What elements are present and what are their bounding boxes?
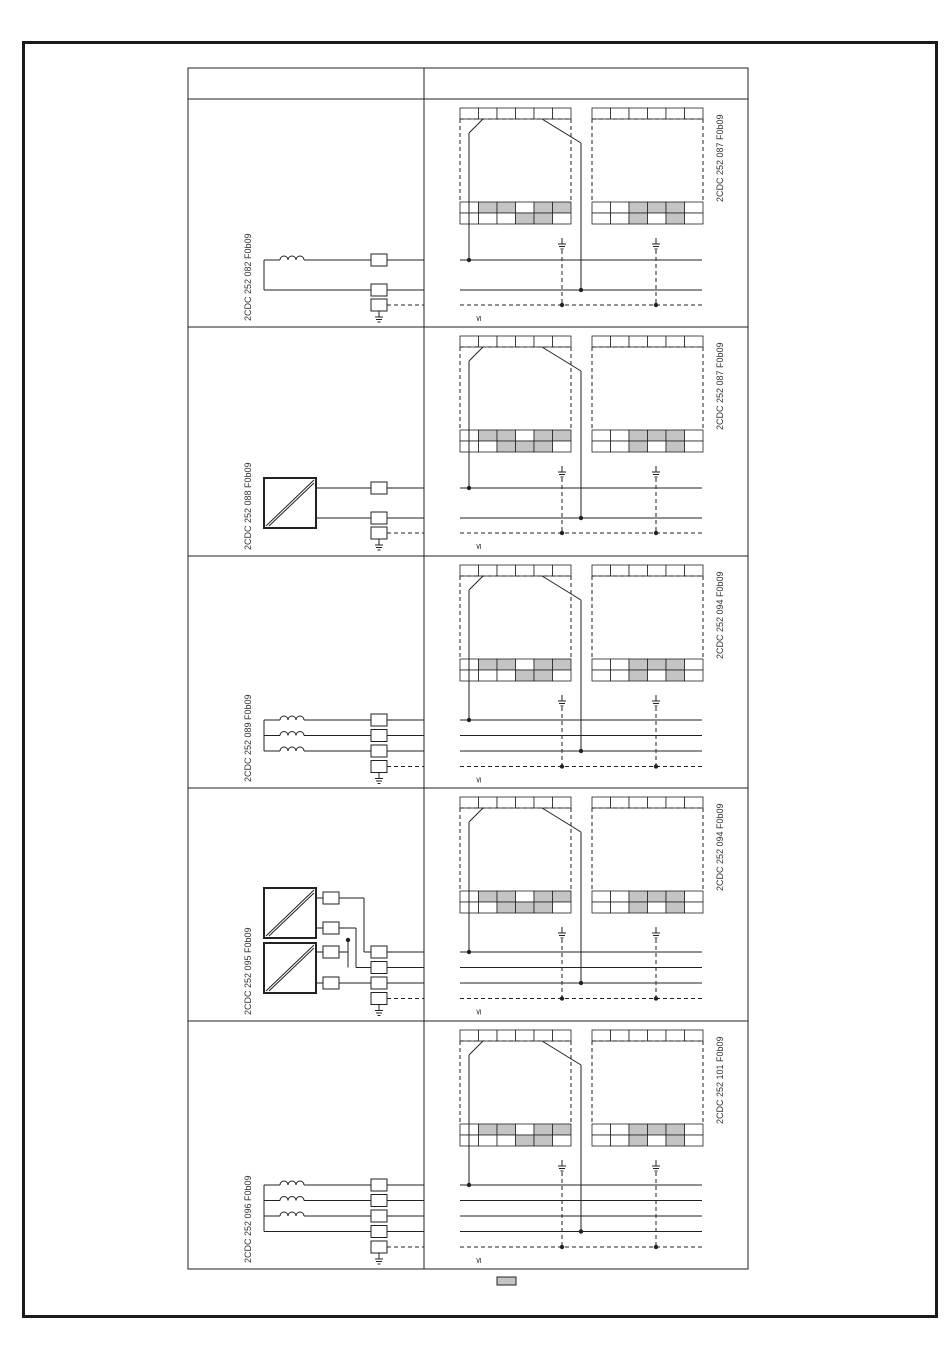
terminal-cell-top	[611, 797, 630, 808]
terminal-cell-top	[648, 1030, 667, 1041]
terminal-cell-top	[592, 797, 611, 808]
junction-dot	[346, 938, 350, 942]
legend-swatch	[497, 1277, 516, 1285]
terminal-cell-bottom	[685, 441, 704, 452]
terminal-cell-bottom	[685, 1135, 704, 1146]
terminal-cell-top	[611, 565, 630, 576]
terminal-cell-bottom	[666, 891, 685, 902]
figure-code-left: 2CDC 252 088 F0b09	[243, 462, 253, 550]
junction-dot	[654, 303, 658, 307]
terminal-cell-bottom	[666, 430, 685, 441]
junction-dot	[560, 996, 564, 1000]
terminal-cell-top	[460, 336, 479, 347]
terminal-cell-bottom	[516, 202, 535, 213]
signal-converter-icon	[264, 888, 316, 938]
terminal-cell-bottom	[685, 430, 704, 441]
terminal-cell-bottom	[516, 213, 535, 224]
terminal-cell-bottom	[629, 202, 648, 213]
terminal-block	[371, 1210, 387, 1222]
terminal-cell-bottom	[534, 891, 553, 902]
terminal-block	[371, 1241, 387, 1253]
junction-dot	[579, 981, 583, 985]
terminal-cell-bottom	[553, 430, 572, 441]
limit-symbol: ≤	[474, 776, 483, 784]
terminal-cell-bottom	[629, 1124, 648, 1135]
terminal-cell-top	[516, 797, 535, 808]
terminal-cell-bottom	[666, 202, 685, 213]
junction-dot	[467, 486, 471, 490]
converter-terminal	[323, 922, 339, 934]
terminal-cell-bottom	[534, 902, 553, 913]
terminal-cell-bottom	[553, 1135, 572, 1146]
junction-dot	[560, 764, 564, 768]
junction-dot	[560, 531, 564, 535]
terminal-cell-bottom	[629, 430, 648, 441]
terminal-cell-bottom	[592, 1124, 611, 1135]
terminal-cell-bottom	[685, 213, 704, 224]
terminal-cell-top	[685, 336, 704, 347]
terminal-cell-top	[629, 797, 648, 808]
terminal-cell-top	[479, 565, 498, 576]
terminal-cell-bottom	[666, 441, 685, 452]
limit-symbol: ≤	[474, 315, 483, 322]
terminal-cell-bottom	[685, 670, 704, 681]
terminal-cell-bottom	[629, 441, 648, 452]
terminal-cell-top	[592, 1030, 611, 1041]
terminal-cell-bottom	[516, 902, 535, 913]
terminal-cell-top	[629, 1030, 648, 1041]
figure-code-left: 2CDC 252 095 F0b09	[243, 927, 253, 1015]
terminal-cell-bottom	[516, 441, 535, 452]
terminal-cell-top	[516, 336, 535, 347]
terminal-cell-bottom	[553, 1124, 572, 1135]
junction-dot	[467, 950, 471, 954]
terminal-cell-bottom	[497, 659, 516, 670]
terminal-cell-top	[666, 1030, 685, 1041]
terminal-cell-bottom	[592, 902, 611, 913]
junction-dot	[654, 996, 658, 1000]
terminal-cell-bottom	[666, 1124, 685, 1135]
terminal-cell-bottom	[534, 213, 553, 224]
terminal-cell-bottom	[553, 213, 572, 224]
terminal-cell-bottom	[534, 659, 553, 670]
junction-dot	[654, 764, 658, 768]
terminal-cell-top	[460, 1030, 479, 1041]
terminal-block	[371, 761, 387, 773]
figure-code-right: 2CDC 252 094 F0b09	[715, 803, 725, 891]
figure-code-left: 2CDC 252 096 F0b09	[243, 1175, 253, 1263]
terminal-cell-bottom	[497, 1124, 516, 1135]
terminal-block	[371, 962, 387, 974]
terminal-cell-bottom	[516, 670, 535, 681]
terminal-cell-bottom	[648, 670, 667, 681]
terminal-cell-bottom	[479, 430, 498, 441]
terminal-cell-bottom	[648, 659, 667, 670]
terminal-cell-top	[516, 565, 535, 576]
terminal-cell-top	[553, 565, 572, 576]
terminal-cell-bottom	[611, 902, 630, 913]
terminal-cell-bottom	[611, 213, 630, 224]
terminal-cell-bottom	[666, 1135, 685, 1146]
converter-terminal	[323, 892, 339, 904]
terminal-cell-bottom	[685, 891, 704, 902]
terminal-cell-top	[685, 797, 704, 808]
terminal-cell-bottom	[629, 891, 648, 902]
terminal-cell-bottom	[648, 902, 667, 913]
terminal-cell-top	[479, 797, 498, 808]
terminal-cell-bottom	[497, 670, 516, 681]
terminal-block	[371, 977, 387, 989]
terminal-cell-top	[497, 797, 516, 808]
terminal-cell-bottom	[629, 902, 648, 913]
junction-dot	[467, 1183, 471, 1187]
terminal-cell-bottom	[666, 902, 685, 913]
terminal-cell-top	[629, 565, 648, 576]
terminal-cell-bottom	[666, 659, 685, 670]
terminal-cell-top	[666, 108, 685, 119]
terminal-cell-bottom	[592, 1135, 611, 1146]
terminal-cell-bottom	[479, 670, 498, 681]
terminal-cell-bottom	[648, 430, 667, 441]
converter-terminal	[323, 977, 339, 989]
terminal-cell-bottom	[479, 1135, 498, 1146]
terminal-cell-bottom	[685, 1124, 704, 1135]
terminal-cell-bottom	[516, 659, 535, 670]
terminal-cell-top	[685, 108, 704, 119]
junction-dot	[560, 303, 564, 307]
terminal-cell-top	[460, 108, 479, 119]
figure-code-right: 2CDC 252 087 F0b09	[715, 114, 725, 202]
terminal-cell-top	[648, 108, 667, 119]
figure-code-right: 2CDC 252 101 F0b09	[715, 1036, 725, 1124]
terminal-block	[371, 1195, 387, 1207]
terminal-cell-bottom	[648, 441, 667, 452]
terminal-cell-bottom	[479, 441, 498, 452]
signal-converter-icon	[264, 943, 316, 993]
terminal-cell-top	[648, 797, 667, 808]
terminal-cell-top	[666, 336, 685, 347]
junction-dot	[579, 288, 583, 292]
terminal-cell-top	[611, 1030, 630, 1041]
terminal-cell-bottom	[685, 902, 704, 913]
limit-symbol: ≤	[474, 1257, 483, 1264]
terminal-block	[371, 745, 387, 757]
terminal-cell-bottom	[479, 213, 498, 224]
terminal-cell-bottom	[553, 891, 572, 902]
terminal-cell-top	[497, 336, 516, 347]
terminal-cell-top	[648, 565, 667, 576]
terminal-cell-bottom	[611, 670, 630, 681]
terminal-cell-top	[611, 108, 630, 119]
terminal-cell-bottom	[592, 670, 611, 681]
terminal-cell-top	[553, 1030, 572, 1041]
limit-symbol: ≤	[474, 1008, 483, 1016]
terminal-cell-bottom	[648, 891, 667, 902]
terminal-block	[371, 299, 387, 311]
terminal-cell-bottom	[516, 891, 535, 902]
terminal-cell-top	[534, 797, 553, 808]
terminal-cell-bottom	[479, 202, 498, 213]
terminal-cell-top	[534, 1030, 553, 1041]
limit-symbol: ≤	[474, 543, 483, 550]
terminal-cell-bottom	[516, 1124, 535, 1135]
terminal-cell-bottom	[629, 670, 648, 681]
terminal-block	[371, 482, 387, 494]
terminal-cell-bottom	[648, 1135, 667, 1146]
terminal-block	[371, 993, 387, 1005]
terminal-cell-bottom	[592, 202, 611, 213]
terminal-cell-bottom	[685, 202, 704, 213]
terminal-block	[371, 254, 387, 266]
terminal-cell-top	[592, 565, 611, 576]
signal-converter-icon	[264, 478, 316, 528]
legend	[497, 1277, 516, 1285]
terminal-cell-top	[685, 565, 704, 576]
terminal-cell-bottom	[611, 441, 630, 452]
terminal-cell-bottom	[497, 1135, 516, 1146]
terminal-cell-bottom	[553, 670, 572, 681]
terminal-block	[371, 512, 387, 524]
terminal-cell-top	[553, 336, 572, 347]
terminal-cell-bottom	[516, 1135, 535, 1146]
terminal-cell-top	[553, 108, 572, 119]
terminal-cell-bottom	[479, 891, 498, 902]
terminal-cell-bottom	[497, 213, 516, 224]
terminal-cell-bottom	[497, 902, 516, 913]
terminal-cell-bottom	[534, 670, 553, 681]
terminal-cell-bottom	[534, 1124, 553, 1135]
terminal-cell-bottom	[648, 202, 667, 213]
junction-dot	[467, 718, 471, 722]
terminal-cell-top	[516, 1030, 535, 1041]
junction-dot	[579, 1229, 583, 1233]
terminal-cell-bottom	[666, 670, 685, 681]
figure-code-right: 2CDC 252 087 F0b09	[715, 342, 725, 430]
terminal-cell-top	[629, 336, 648, 347]
terminal-cell-bottom	[497, 441, 516, 452]
terminal-cell-top	[497, 1030, 516, 1041]
terminal-cell-bottom	[497, 430, 516, 441]
terminal-cell-bottom	[553, 202, 572, 213]
terminal-cell-bottom	[534, 1135, 553, 1146]
terminal-block	[371, 527, 387, 539]
terminal-cell-top	[666, 797, 685, 808]
terminal-cell-bottom	[685, 659, 704, 670]
terminal-cell-bottom	[629, 213, 648, 224]
terminal-cell-bottom	[553, 902, 572, 913]
junction-dot	[654, 531, 658, 535]
figure-code-right: 2CDC 252 094 F0b09	[715, 571, 725, 659]
terminal-cell-bottom	[592, 659, 611, 670]
terminal-cell-top	[666, 565, 685, 576]
terminal-cell-bottom	[629, 1135, 648, 1146]
terminal-cell-bottom	[516, 430, 535, 441]
terminal-cell-bottom	[611, 891, 630, 902]
terminal-cell-top	[534, 565, 553, 576]
converter-terminal	[323, 946, 339, 958]
terminal-cell-bottom	[611, 202, 630, 213]
terminal-cell-top	[553, 797, 572, 808]
terminal-cell-bottom	[648, 1124, 667, 1135]
terminal-cell-bottom	[553, 441, 572, 452]
junction-dot	[579, 749, 583, 753]
terminal-cell-top	[479, 336, 498, 347]
terminal-cell-bottom	[592, 891, 611, 902]
junction-dot	[467, 258, 471, 262]
junction-dot	[654, 1245, 658, 1249]
terminal-cell-top	[534, 108, 553, 119]
terminal-block	[371, 714, 387, 726]
terminal-cell-bottom	[592, 213, 611, 224]
terminal-cell-bottom	[611, 430, 630, 441]
terminal-cell-bottom	[666, 213, 685, 224]
terminal-cell-bottom	[553, 659, 572, 670]
terminal-cell-top	[685, 1030, 704, 1041]
terminal-cell-bottom	[479, 902, 498, 913]
terminal-cell-bottom	[629, 659, 648, 670]
terminal-cell-bottom	[497, 202, 516, 213]
terminal-cell-top	[497, 108, 516, 119]
junction-dot	[560, 1245, 564, 1249]
terminal-cell-bottom	[611, 1124, 630, 1135]
terminal-cell-bottom	[648, 213, 667, 224]
terminal-cell-bottom	[534, 441, 553, 452]
terminal-block	[371, 1179, 387, 1191]
terminal-cell-top	[611, 336, 630, 347]
terminal-cell-bottom	[534, 430, 553, 441]
terminal-cell-top	[629, 108, 648, 119]
terminal-block	[371, 1226, 387, 1238]
terminal-cell-top	[534, 336, 553, 347]
terminal-cell-top	[592, 108, 611, 119]
terminal-block	[371, 284, 387, 296]
terminal-cell-bottom	[592, 441, 611, 452]
terminal-cell-top	[592, 336, 611, 347]
terminal-cell-bottom	[611, 659, 630, 670]
figure-code-left: 2CDC 252 082 F0b09	[243, 233, 253, 321]
terminal-cell-top	[460, 797, 479, 808]
junction-dot	[579, 516, 583, 520]
terminal-cell-bottom	[497, 891, 516, 902]
terminal-block	[371, 946, 387, 958]
terminal-cell-top	[479, 1030, 498, 1041]
figure-code-left: 2CDC 252 089 F0b09	[243, 694, 253, 782]
terminal-cell-bottom	[611, 1135, 630, 1146]
terminal-cell-top	[648, 336, 667, 347]
terminal-cell-bottom	[592, 430, 611, 441]
terminal-cell-top	[516, 108, 535, 119]
terminal-cell-bottom	[479, 1124, 498, 1135]
terminal-cell-bottom	[534, 202, 553, 213]
terminal-cell-top	[460, 565, 479, 576]
terminal-block	[371, 730, 387, 742]
terminal-cell-top	[497, 565, 516, 576]
terminal-cell-top	[479, 108, 498, 119]
terminal-cell-bottom	[479, 659, 498, 670]
